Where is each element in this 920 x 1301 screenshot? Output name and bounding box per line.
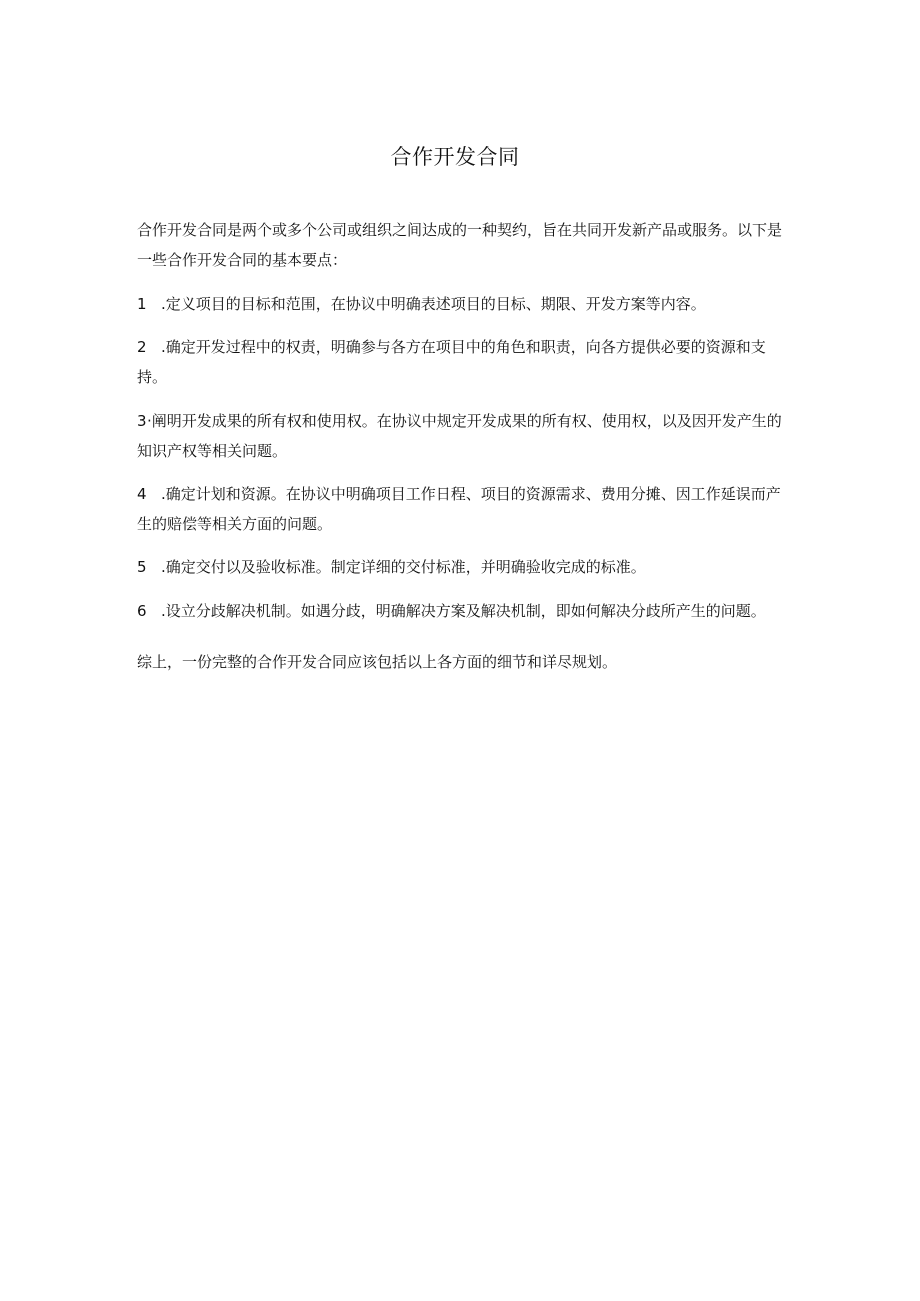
item-number: 4 — [137, 485, 147, 503]
summary-paragraph: 综上，一份完整的合作开发合同应该包括以上各方面的细节和详尽规划。 — [137, 653, 618, 671]
list-item — [137, 332, 787, 392]
list-item — [137, 596, 787, 626]
item-text: .确定交付以及验收标准。制定详细的交付标准，并明确验收完成的标准。 — [161, 558, 646, 576]
item-text: .定义项目的目标和范围，在协议中明确表述项目的目标、期限、开发方案等内容。 — [161, 295, 706, 313]
list-item — [137, 479, 787, 539]
item-number: 5 — [137, 558, 147, 576]
list-item — [137, 406, 787, 466]
list-item — [137, 552, 787, 582]
document-title: 合作开发合同 — [390, 145, 520, 169]
item-number: 6 — [137, 602, 147, 620]
item-number: 1 — [137, 295, 147, 313]
intro-paragraph: 合作开发合同是两个或多个公司或组织之间达成的一种契约，旨在共同开发新产品或服务。以下是一些合作开发合同的基本要点： — [137, 221, 783, 269]
item-text: ·阐明开发成果的所有权和使用权。在协议中规定开发成果的所有权、使用权，以及因开发产生的知识产权等相关问题。 — [137, 412, 782, 460]
item-number: 2 — [137, 338, 147, 356]
item-text: .设立分歧解决机制。如遇分歧，明确解决方案及解决机制，即如何解决分歧所产生的问题。 — [161, 602, 766, 620]
item-number: 3 — [137, 412, 147, 430]
list-item — [137, 289, 787, 319]
item-text: .确定计划和资源。在协议中明确项目工作日程、项目的资源需求、费用分摊、因工作延误而产生的赔偿等相关方面的问题。 — [137, 485, 781, 533]
item-text: .确定开发过程中的权责，明确参与各方在项目中的角色和职责，向各方提供必要的资源和支持。 — [137, 338, 766, 386]
